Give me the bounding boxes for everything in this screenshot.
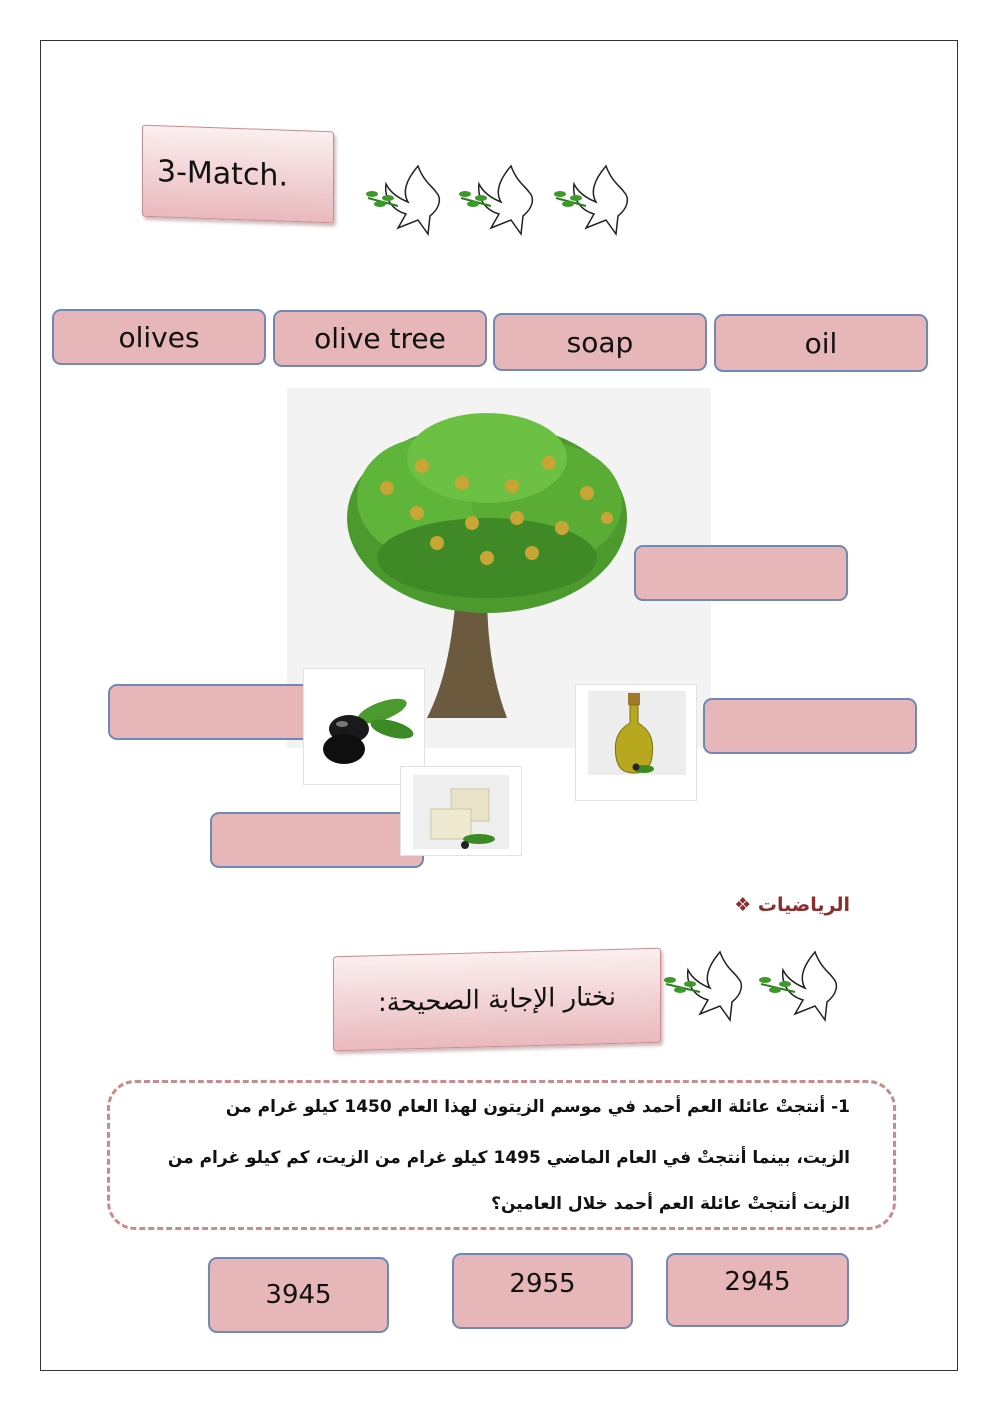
word-olive-tree[interactable]: olive tree — [273, 310, 487, 367]
dove-icon — [759, 952, 836, 1020]
option-2955[interactable]: 2955 — [452, 1253, 633, 1329]
dove-icon — [554, 166, 627, 234]
bullet-icon: ❖ — [734, 894, 752, 916]
oil-image-card — [575, 684, 697, 801]
word-soap[interactable]: soap — [493, 313, 707, 371]
word-olives[interactable]: olives — [52, 309, 266, 365]
answer-box-olives[interactable] — [108, 684, 322, 740]
answer-box-oil[interactable] — [703, 698, 917, 754]
question-line-2: الزيت، بينما أنتجتْ في العام الماضي 1495 كيلو غرام من الزيت، كم كيلو غرام من — [167, 1148, 850, 1168]
match-title: 3-Match. — [157, 153, 288, 194]
dove-icon — [664, 952, 741, 1020]
answer-box-tree[interactable] — [634, 545, 848, 601]
question-line-1: 1- أنتجتْ عائلة العم أحمد في موسم الزيتون لهذا العام 1450 كيلو غرام من — [225, 1097, 850, 1117]
oil-bottle-image — [576, 685, 698, 802]
choose-answer-banner — [333, 948, 661, 1052]
option-3945[interactable]: 3945 — [208, 1257, 389, 1333]
answer-box-soap[interactable] — [210, 812, 424, 868]
dove-decoration-row-1 — [358, 158, 648, 243]
soap-image-card — [400, 766, 522, 856]
question-line-3: الزيت أنتجتْ عائلة العم أحمد خلال العامين؟ — [491, 1194, 850, 1214]
word-oil[interactable]: oil — [714, 314, 928, 372]
option-2945[interactable]: 2945 — [666, 1253, 849, 1327]
dove-decoration-row-2 — [660, 944, 850, 1024]
match-title-banner — [142, 125, 334, 224]
math-heading-label: الرياضيات — [757, 894, 850, 916]
dove-icon — [366, 166, 439, 234]
choose-answer-title: نختار الإجابة الصحيحة: — [378, 981, 616, 1018]
dove-icon — [459, 166, 532, 234]
soap-image — [401, 767, 523, 857]
math-heading — [716, 894, 850, 916]
